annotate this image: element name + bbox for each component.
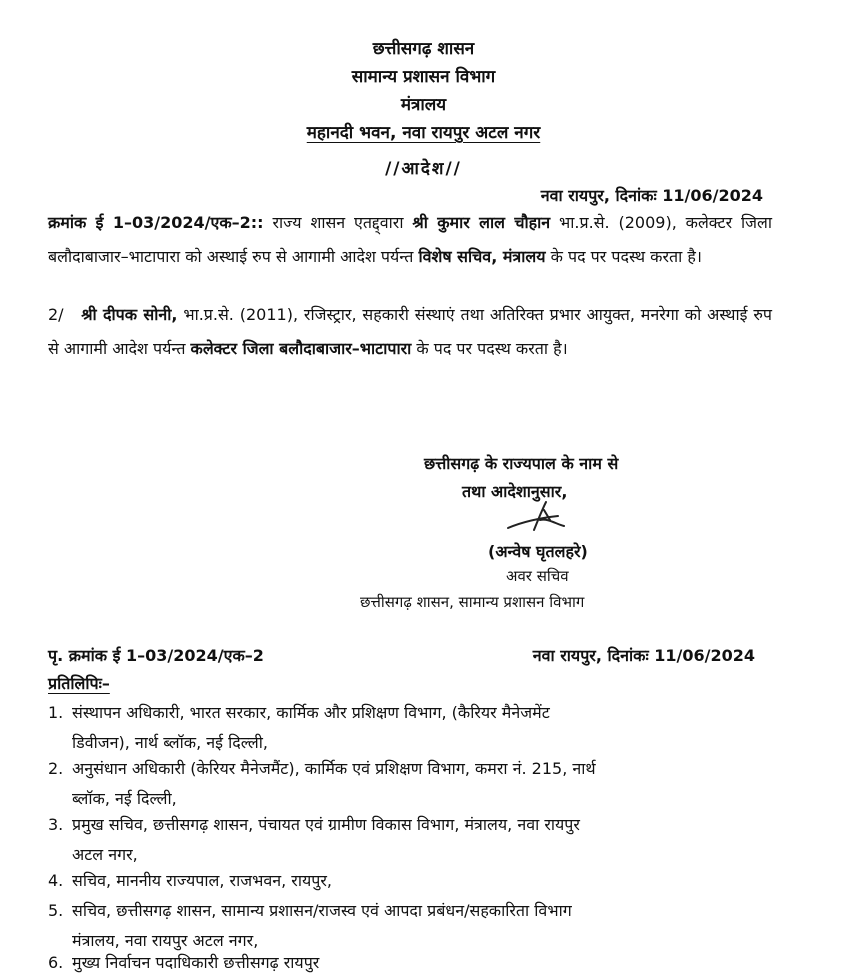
list-item-number: 5. bbox=[48, 901, 64, 920]
list-item bbox=[48, 754, 778, 814]
officer-name-1: श्री कुमार लाल चौहान bbox=[412, 213, 551, 232]
handwritten-signature bbox=[500, 500, 590, 538]
para2-text1: भा.प्र.से. (2011), रजिस्ट्रार, सहकारी संस्थाएं तथा अतिरिक्त प्रभार आयुक्त, मनरेगा को अस्थाई रुप से आगामी आदेश पर्यन्त bbox=[48, 305, 772, 358]
list-item-continuation: अटल नगर, bbox=[72, 845, 138, 864]
list-item-text: मुख्य निर्वाचन पदाधिकारी छत्तीसगढ़ रायपुर bbox=[72, 953, 320, 972]
list-item-number: 1. bbox=[48, 703, 64, 722]
signatory-department: छत्तीसगढ़ शासन, सामान्य प्रशासन विभाग bbox=[360, 593, 585, 611]
para1-text3: के पद पर पदस्थ करता है। bbox=[545, 247, 702, 266]
para2-number: 2/ bbox=[48, 305, 64, 324]
list-item-number: 2. bbox=[48, 759, 64, 778]
order-paragraph-2 bbox=[48, 298, 772, 366]
list-item-text: अनुसंधान अधिकारी (केरियर मैनेजमैंट), कार्मिक एवं प्रशिक्षण विभाग, कमरा नं. 215, नार्थ bbox=[72, 759, 596, 778]
signature-line-1: छत्तीसगढ़ के राज्यपाल के नाम से bbox=[424, 454, 619, 473]
header-govt: छत्तीसगढ़ शासन bbox=[372, 39, 475, 59]
list-item-continuation: मंत्रालय, नवा रायपुर अटल नगर, bbox=[72, 931, 259, 950]
posting-2: कलेक्टर जिला बलौदाबाजार–भाटापारा bbox=[190, 339, 412, 358]
list-item bbox=[48, 698, 778, 758]
header-department: सामान्य प्रशासन विभाग bbox=[351, 67, 496, 87]
signature-line-2: तथा आदेशानुसार, bbox=[462, 482, 568, 501]
list-item-number: 3. bbox=[48, 815, 64, 834]
signatory-designation: अवर सचिव bbox=[506, 567, 569, 585]
list-item-number: 4. bbox=[48, 871, 64, 890]
para1-text1: राज्य शासन एतद्द्वारा bbox=[263, 213, 413, 232]
list-item-continuation: ब्लॉक, नई दिल्ली, bbox=[72, 789, 177, 808]
list-item bbox=[48, 810, 778, 870]
order-title: //आदेश// bbox=[385, 159, 462, 179]
list-item-text: प्रमुख सचिव, छत्तीसगढ़ शासन, पंचायत एवं ग्रामीण विकास विभाग, मंत्रालय, नवा रायपुर bbox=[72, 815, 580, 834]
list-item-text: सचिव, छत्तीसगढ़ शासन, सामान्य प्रशासन/राजस्व एवं आपदा प्रबंधन/सहकारिता विभाग bbox=[72, 901, 572, 920]
posting-1: विशेष सचिव, मंत्रालय bbox=[418, 247, 546, 266]
list-item bbox=[48, 948, 778, 978]
header-address bbox=[0, 120, 847, 143]
header-address-text: महानदी भवन, नवा रायपुर अटल नगर bbox=[306, 123, 541, 143]
list-item-number: 6. bbox=[48, 953, 64, 972]
list-item-text: सचिव, माननीय राज्यपाल, राजभवन, रायपुर, bbox=[72, 871, 332, 890]
endorsement-date: नवा रायपुर, दिनांकः 11/06/2024 bbox=[532, 646, 755, 665]
endorsement-number: पृ. क्रमांक ई 1–03/2024/एक–2 bbox=[48, 646, 264, 665]
para1-text2: भा.प्र.से. (2009), कलेक्टर जिला बलौदाबाजार–भाटापारा को अस्थाई रुप से आगामी आदेश पर्यन्त bbox=[48, 213, 773, 266]
order-date: नवा रायपुर, दिनांकः 11/06/2024 bbox=[540, 186, 763, 205]
list-item bbox=[48, 866, 778, 896]
list-item-continuation: डिवीजन), नार्थ ब्लॉक, नई दिल्ली, bbox=[72, 733, 269, 752]
signatory-name: (अन्वेष घृतलहरे) bbox=[488, 542, 588, 561]
list-item-text: संस्थापन अधिकारी, भारत सरकार, कार्मिक और प्रशिक्षण विभाग, (कैरियर मैनेजमेंट bbox=[72, 703, 550, 722]
para2-text2: के पद पर पदस्थ करता है। bbox=[411, 339, 568, 358]
copy-label: प्रतिलिपिः– bbox=[48, 674, 110, 693]
officer-name-2: श्री दीपक सोनी, bbox=[81, 305, 178, 324]
order-number: क्रमांक ई 1–03/2024/एक–2:: bbox=[48, 213, 264, 232]
list-item bbox=[48, 896, 778, 956]
header-ministry: मंत्रालय bbox=[400, 95, 447, 115]
order-paragraph-1 bbox=[48, 206, 772, 274]
